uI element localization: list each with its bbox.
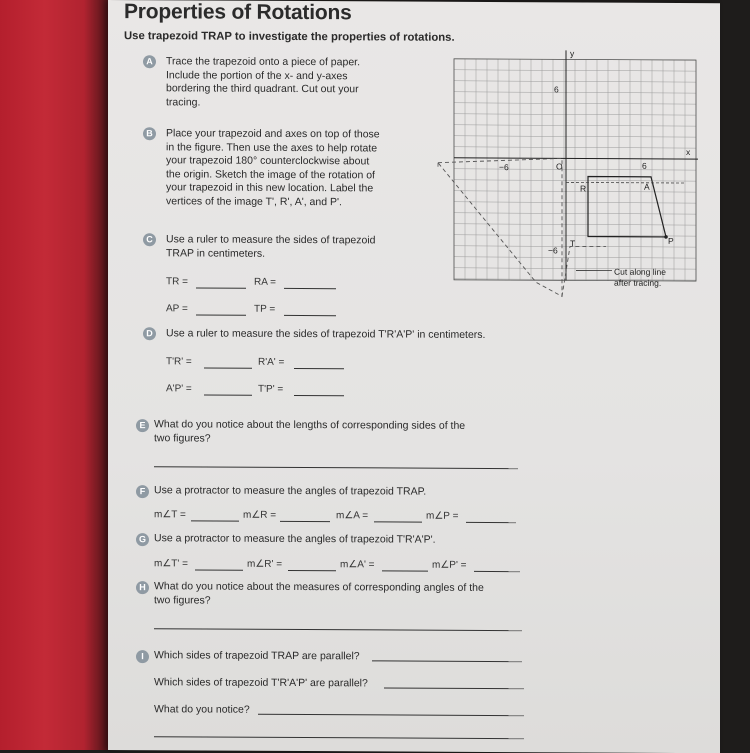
angle-t-prime-label: m∠T' =: [154, 558, 188, 569]
ap-prime-label: A'P' =: [166, 383, 192, 394]
step-e-answer-line[interactable]: [154, 466, 518, 469]
ap-prime-blank[interactable]: [204, 395, 252, 396]
cut-note-line1: Cut along line: [614, 267, 666, 277]
page-subtitle: Use trapezoid TRAP to investigate the properties of rotations.: [124, 30, 455, 44]
ra-blank[interactable]: [284, 288, 336, 289]
step-h-text: [154, 580, 484, 609]
step-b-text: [166, 127, 380, 209]
angle-a-blank[interactable]: [374, 521, 422, 522]
tp-prime-blank[interactable]: [294, 395, 344, 396]
step-b-line: your trapezoid 180° counterclockwise about: [166, 154, 380, 169]
step-i-q1: Which sides of trapezoid TRAP are parallel?: [154, 649, 360, 664]
angle-r-blank[interactable]: [280, 521, 330, 522]
page-title: Properties of Rotations: [124, 0, 352, 25]
angle-r-prime-blank[interactable]: [288, 570, 336, 571]
tr-prime-blank[interactable]: [204, 368, 252, 369]
step-b-line: Place your trapezoid and axes on top of those: [166, 127, 380, 142]
step-b-badge: B: [143, 127, 156, 140]
step-a-text: [166, 55, 360, 110]
tr-prime-label: T'R' =: [166, 356, 192, 367]
angle-p-blank[interactable]: [466, 522, 516, 523]
step-b-line: vertices of the image T', R', A', and P'.: [166, 195, 380, 210]
ap-label: AP =: [166, 303, 188, 314]
coordinate-grid-figure: [436, 46, 708, 299]
ap-blank[interactable]: [196, 314, 246, 315]
ra-prime-blank[interactable]: [294, 368, 344, 369]
step-i-extra-line[interactable]: [154, 736, 524, 739]
step-e-badge: E: [136, 419, 149, 432]
step-b-line: your trapezoid in this new location. Label the: [166, 181, 380, 196]
step-i-q3: What do you notice?: [154, 703, 250, 717]
step-c-text: [166, 233, 376, 261]
angle-a-prime-blank[interactable]: [382, 570, 428, 571]
step-c-line: TRAP in centimeters.: [166, 247, 376, 262]
ra-label: RA =: [254, 277, 276, 288]
angle-r-label: m∠R =: [243, 510, 276, 521]
x-axis-label: x: [686, 147, 691, 157]
step-h-line: What do you notice about the measures of corresponding angles of the: [154, 580, 484, 595]
step-a-line: bordering the third quadrant. Cut out your: [166, 82, 360, 97]
x-tick-6: 6: [642, 161, 647, 171]
step-e-line: What do you notice about the lengths of corresponding sides of the: [154, 418, 465, 433]
step-a-line: tracing.: [166, 96, 360, 111]
x-tick-neg6: −6: [499, 162, 509, 172]
angle-t-label: m∠T =: [154, 509, 186, 520]
step-c-badge: C: [143, 233, 156, 246]
vertex-a-label: A: [644, 182, 650, 192]
cut-region-bottom: [562, 246, 606, 296]
vertex-r-label: R: [580, 183, 586, 193]
step-h-line: two figures?: [154, 594, 484, 609]
angle-a-prime-label: m∠A' =: [340, 559, 375, 570]
y-axis-label: y: [570, 48, 575, 58]
tp-label: TP =: [254, 304, 275, 315]
step-f-badge: F: [136, 485, 149, 498]
origin-label: O: [556, 161, 563, 171]
y-tick-6: 6: [554, 84, 559, 94]
step-i-badge: I: [136, 650, 149, 663]
cut-region-left: [438, 158, 562, 297]
step-i-q1-line[interactable]: [372, 660, 522, 662]
step-a-badge: A: [143, 55, 156, 68]
step-f-text: Use a protractor to measure the angles of trapezoid TRAP.: [154, 484, 426, 499]
angle-p-label: m∠P =: [426, 511, 458, 522]
step-b-line: in the figure. Then use the axes to help rotate: [166, 141, 380, 156]
step-g-text: Use a protractor to measure the angles of trapezoid T'R'A'P'.: [154, 532, 436, 547]
ra-prime-label: R'A' =: [258, 357, 284, 368]
angle-a-label: m∠A =: [336, 510, 368, 521]
angle-r-prime-label: m∠R' =: [247, 559, 282, 570]
step-b-line: the origin. Sketch the image of the rotation of: [166, 168, 380, 183]
vertex-p-label: P: [668, 236, 674, 246]
step-a-line: Trace the trapezoid onto a piece of paper.: [166, 55, 360, 70]
step-d-badge: D: [143, 327, 156, 340]
vertex-p-dot: [664, 235, 668, 239]
step-e-line: two figures?: [154, 432, 465, 447]
cut-note-line2: after tracing.: [614, 278, 661, 288]
angle-p-prime-label: m∠P' =: [432, 560, 467, 571]
angle-t-blank[interactable]: [191, 520, 239, 521]
step-c-line: Use a ruler to measure the sides of trapezoid: [166, 233, 376, 248]
tr-label: TR =: [166, 276, 188, 287]
tp-blank[interactable]: [284, 315, 336, 316]
step-h-badge: H: [136, 581, 149, 594]
step-e-text: [154, 418, 465, 447]
red-book-cover: [0, 0, 112, 750]
step-i-q2-line[interactable]: [384, 687, 524, 689]
vertex-t-label: T: [570, 238, 575, 248]
angle-t-prime-blank[interactable]: [195, 569, 243, 570]
step-i-q3-line[interactable]: [258, 714, 524, 716]
step-a-line: Include the portion of the x- and y-axes: [166, 69, 360, 84]
trapezoid-trap: [588, 177, 666, 237]
step-h-answer-line[interactable]: [154, 628, 522, 631]
y-tick-neg6: −6: [548, 245, 558, 255]
x-axis: [454, 158, 698, 159]
tp-prime-label: T'P' =: [258, 384, 283, 395]
angle-p-prime-blank[interactable]: [474, 571, 520, 572]
step-i-q2: Which sides of trapezoid T'R'A'P' are parallel?: [154, 676, 368, 691]
worksheet-page: [108, 0, 720, 753]
tr-blank[interactable]: [196, 287, 246, 288]
step-g-badge: G: [136, 533, 149, 546]
step-d-text: Use a ruler to measure the sides of trapezoid T'R'A'P' in centimeters.: [166, 327, 485, 342]
